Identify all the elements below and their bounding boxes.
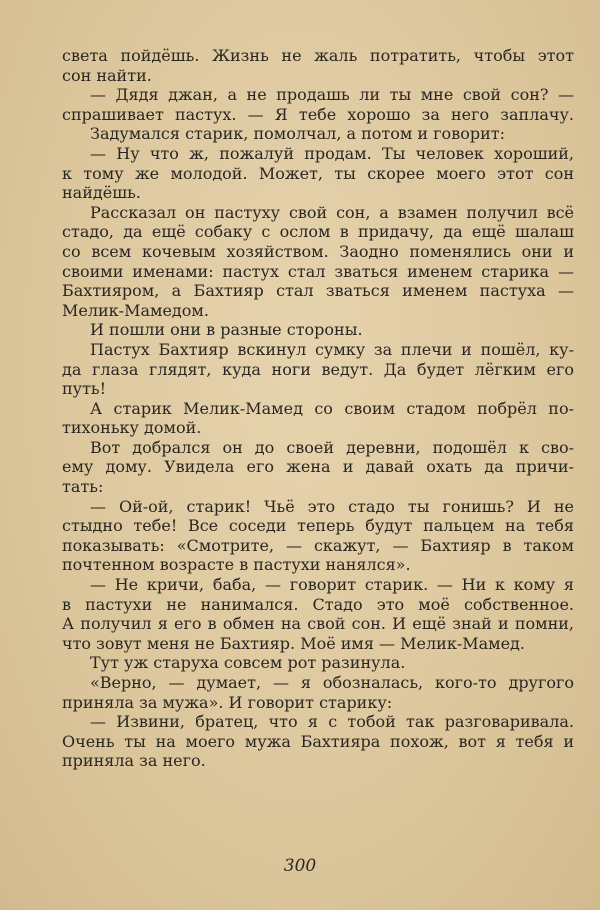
text-line: путь!	[62, 379, 107, 399]
text-line: к тому же молодой. Может, ты скорее моего этот сон	[62, 163, 574, 183]
text-line: найдёшь.	[62, 183, 141, 203]
text-line: Вот добрался он до своей деревни, подошёл к сво-	[90, 437, 574, 457]
text-line: стыдно тебе! Все соседи теперь будут пальцем на тебя	[62, 516, 574, 536]
text-line: показывать: «Смотрите, — скажут, — Бахтияр в таком	[62, 535, 574, 555]
text-line: — Ой-ой, старик! Чьё это стадо ты гонишь? И не	[90, 496, 574, 516]
text-line: да глаза глядят, куда ноги ведут. Да будет лёгким его	[62, 359, 574, 379]
text-line: Мелик-Мамедом.	[62, 300, 209, 320]
text-line: спрашивает пастух. — Я тебе хорошо за него заплачу.	[62, 104, 574, 124]
text-line: А старик Мелик-Мамед со своим стадом побрёл по-	[90, 398, 574, 418]
text-line: — Дядя джан, а не продашь ли ты мне свой сон? —	[90, 85, 574, 105]
text-line: Очень ты на моего мужа Бахтияра похож, вот я тебя и	[62, 731, 574, 751]
text-line: сон найти.	[62, 65, 152, 85]
text-line: тать:	[62, 477, 104, 497]
text-line: со всем кочевым хозяйством. Заодно поменялись они и	[62, 241, 574, 261]
text-line: почтенном возрасте в пастухи нанялся».	[62, 555, 411, 575]
page-number: 300	[283, 856, 317, 876]
text-line: в пастухи не нанимался. Стадо это моё собственное.	[62, 594, 574, 614]
text-line: — Не кричи, баба, — говорит старик. — Ни к кому я	[90, 575, 574, 595]
text-line: стадо, да ещё собаку с ослом в придачу, да ещё шалаш	[62, 222, 574, 242]
text-line: — Ну что ж, пожалуй продам. Ты человек хороший,	[90, 143, 574, 163]
text-line: И пошли они в разные стороны.	[90, 320, 363, 340]
text-line: А получил я его в обмен на свой сон. И ещё знай и помни,	[62, 614, 574, 634]
text-line: — Извини, братец, что я с тобой так разговаривала.	[90, 712, 574, 732]
text-line: Задумался старик, помолчал, а потом и говорит:	[90, 124, 505, 144]
page-text	[62, 46, 574, 771]
text-line: своими именами: пастух стал зваться именем старика —	[62, 261, 574, 281]
text-line: приняла за мужа». И говорит старику:	[62, 692, 393, 712]
text-line: тихоньку домой.	[62, 418, 202, 438]
text-line: ему дому. Увидела его жена и давай охать да причи-	[62, 457, 574, 477]
text-line: Тут уж старуха совсем рот разинула.	[90, 653, 406, 673]
text-line: света пойдёшь. Жизнь не жаль потратить, чтобы этот	[62, 46, 574, 65]
text-line: приняла за него.	[62, 751, 206, 771]
text-line: Бахтияром, а Бахтияр стал зваться именем пастуха —	[62, 281, 574, 301]
text-line: Рассказал он пастуху свой сон, а взамен получил всё	[90, 202, 574, 222]
text-line: что зовут меня не Бахтияр. Моё имя — Мелик-Мамед.	[62, 633, 525, 653]
text-line: «Верно, — думает, — я обозналась, кого-то другого	[90, 673, 574, 692]
text-line: Пастух Бахтияр вскинул сумку за плечи и пошёл, ку-	[90, 339, 574, 359]
